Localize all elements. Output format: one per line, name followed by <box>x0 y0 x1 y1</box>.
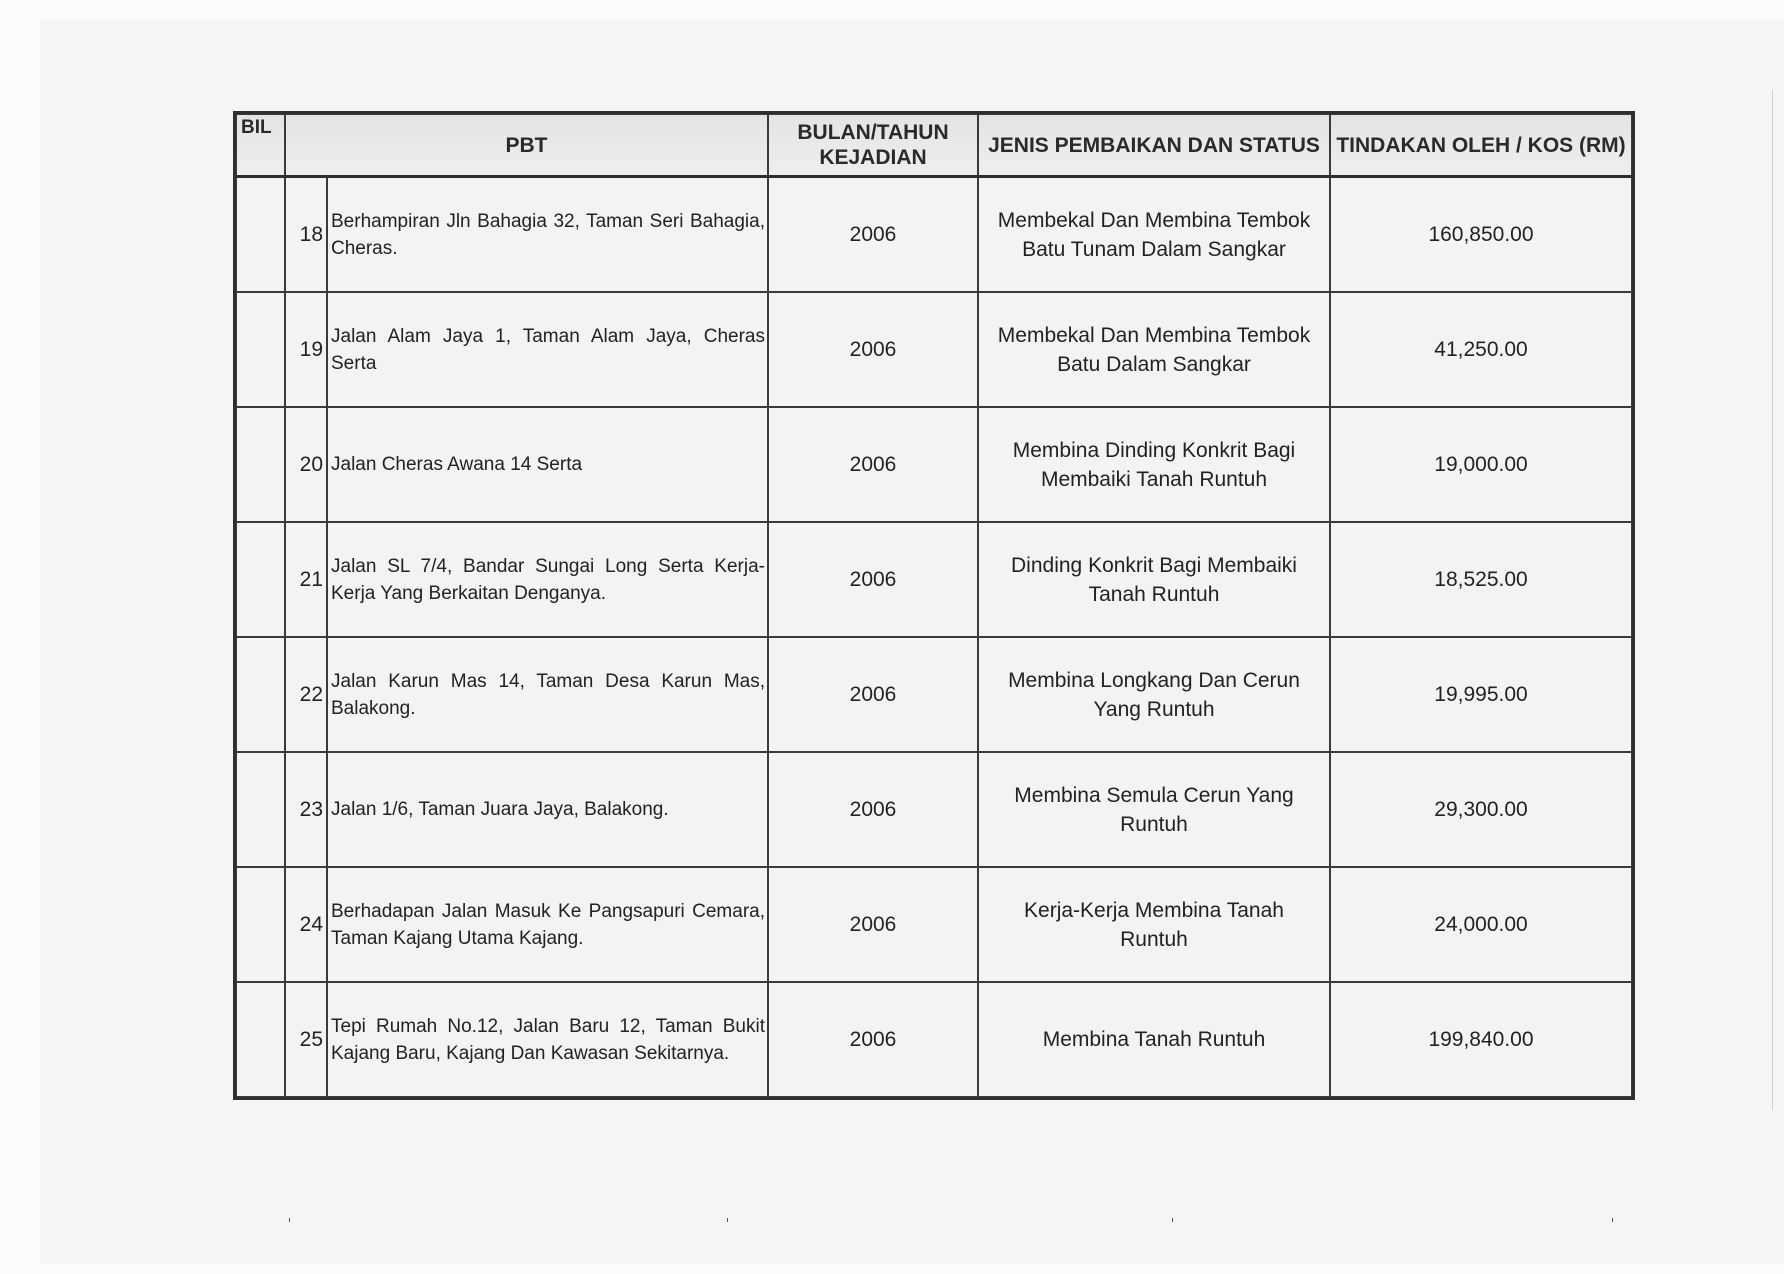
cost-value: 19,000.00 <box>1330 407 1632 522</box>
page-edge <box>1772 90 1776 1110</box>
header-tindakan: TINDAKAN OLEH / KOS (RM) <box>1330 114 1632 177</box>
works-table <box>235 113 1633 1098</box>
bil-cell <box>236 982 285 1097</box>
row-number: 19 <box>285 292 327 407</box>
pbt-location: Jalan Karun Mas 14, Taman Desa Karun Mas, Balakong. <box>327 637 768 752</box>
table-header-row <box>236 114 1632 177</box>
repair-type-status: Membina Dinding Konkrit Bagi Membaiki Tanah Runtuh <box>978 407 1330 522</box>
scan-mark <box>1172 1218 1173 1222</box>
incident-year: 2006 <box>768 177 978 293</box>
pbt-location: Berhadapan Jalan Masuk Ke Pangsapuri Cemara, Taman Kajang Utama Kajang. <box>327 867 768 982</box>
repair-type-status: Membekal Dan Membina Tembok Batu Tunam Dalam Sangkar <box>978 177 1330 293</box>
table-row <box>236 292 1632 407</box>
row-number: 18 <box>285 177 327 293</box>
cost-value: 19,995.00 <box>1330 637 1632 752</box>
repair-type-status: Membina Semula Cerun Yang Runtuh <box>978 752 1330 867</box>
cost-value: 18,525.00 <box>1330 522 1632 637</box>
row-number: 23 <box>285 752 327 867</box>
row-number: 21 <box>285 522 327 637</box>
bil-cell <box>236 867 285 982</box>
pbt-location: Berhampiran Jln Bahagia 32, Taman Seri Bahagia, Cheras. <box>327 177 768 293</box>
repair-type-status: Dinding Konkrit Bagi Membaiki Tanah Runtuh <box>978 522 1330 637</box>
header-jenis: JENIS PEMBAIKAN DAN STATUS <box>978 114 1330 177</box>
header-bil: BIL <box>236 114 285 177</box>
bil-cell <box>236 752 285 867</box>
repair-type-status: Membina Tanah Runtuh <box>978 982 1330 1097</box>
pbt-location: Jalan SL 7/4, Bandar Sungai Long Serta Kerja-Kerja Yang Berkaitan Denganya. <box>327 522 768 637</box>
pbt-location: Jalan Alam Jaya 1, Taman Alam Jaya, Cheras Serta <box>327 292 768 407</box>
table-row <box>236 867 1632 982</box>
bil-cell <box>236 637 285 752</box>
cost-value: 160,850.00 <box>1330 177 1632 293</box>
row-number: 22 <box>285 637 327 752</box>
row-number: 20 <box>285 407 327 522</box>
incident-year: 2006 <box>768 752 978 867</box>
repair-type-status: Membekal Dan Membina Tembok Batu Dalam Sangkar <box>978 292 1330 407</box>
incident-year: 2006 <box>768 292 978 407</box>
bil-cell <box>236 177 285 293</box>
table-row <box>236 407 1632 522</box>
header-pbt: PBT <box>285 114 768 177</box>
incident-year: 2006 <box>768 637 978 752</box>
table-row <box>236 982 1632 1097</box>
table-body <box>236 177 1632 1098</box>
bil-cell <box>236 292 285 407</box>
row-number: 25 <box>285 982 327 1097</box>
incident-year: 2006 <box>768 982 978 1097</box>
repair-type-status: Kerja-Kerja Membina Tanah Runtuh <box>978 867 1330 982</box>
bil-cell <box>236 522 285 637</box>
repair-type-status: Membina Longkang Dan Cerun Yang Runtuh <box>978 637 1330 752</box>
table-row <box>236 637 1632 752</box>
cost-value: 24,000.00 <box>1330 867 1632 982</box>
scan-mark <box>289 1218 290 1222</box>
incident-year: 2006 <box>768 522 978 637</box>
incident-year: 2006 <box>768 867 978 982</box>
pbt-location: Jalan Cheras Awana 14 Serta <box>327 407 768 522</box>
cost-value: 41,250.00 <box>1330 292 1632 407</box>
incident-year: 2006 <box>768 407 978 522</box>
row-number: 24 <box>285 867 327 982</box>
cost-value: 199,840.00 <box>1330 982 1632 1097</box>
scan-mark <box>1612 1218 1613 1222</box>
table-row <box>236 752 1632 867</box>
pbt-location: Jalan 1/6, Taman Juara Jaya, Balakong. <box>327 752 768 867</box>
bil-cell <box>236 407 285 522</box>
table-row <box>236 522 1632 637</box>
cost-value: 29,300.00 <box>1330 752 1632 867</box>
pbt-location: Tepi Rumah No.12, Jalan Baru 12, Taman Bukit Kajang Baru, Kajang Dan Kawasan Sekitarnya. <box>327 982 768 1097</box>
scan-mark <box>727 1218 728 1222</box>
table-row <box>236 177 1632 293</box>
header-bulan-tahun: BULAN/TAHUN KEJADIAN <box>768 114 978 177</box>
